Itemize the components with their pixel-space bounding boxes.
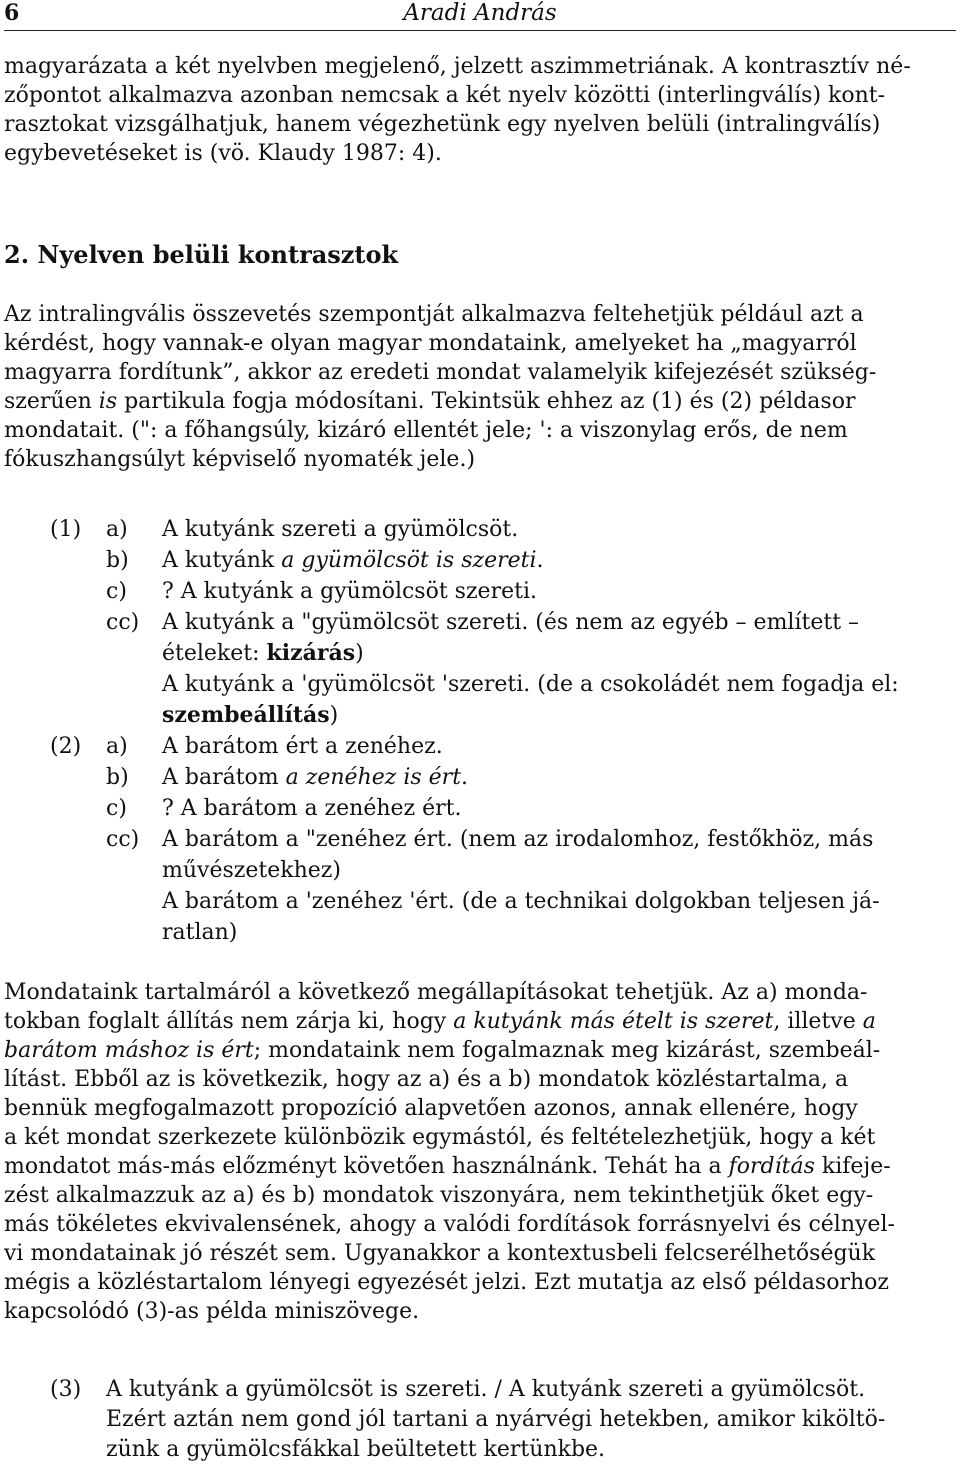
text-span: ) (329, 703, 339, 728)
running-header (4, 0, 956, 31)
text-line: a két mondat szerkezete különbözik egymástól, és feltételezhetjük, hogy a két (4, 1125, 876, 1150)
italic-span: a gyümölcsöt is szereti (281, 548, 537, 573)
text-line: fókuszhangsúlyt képviselő nyomaték jele.) (4, 447, 476, 472)
example-number: (2) (50, 734, 82, 759)
text-line: kérdést, hogy vannak-e olyan magyar mondataink, amelyeket ha „magyarról (4, 331, 857, 356)
text-line: mégis a közléstartalom lényegi egyezését jelzi. Ezt mutatja az első példasorhoz (4, 1270, 889, 1295)
text-line: kapcsolódó (3)-as példa miniszövege. (4, 1299, 420, 1324)
text-span: szerűen (4, 389, 99, 414)
example-label: cc) (106, 610, 140, 635)
text-line (4, 1007, 956, 1036)
text-span: A barátom (162, 765, 286, 790)
example-sentence: A barátom a "zenéhez ért. (nem az irodalomhoz, festőkhöz, más (162, 827, 874, 852)
text-span: . (536, 548, 544, 573)
example-sentence: ? A kutyánk a gyümölcsöt szereti. (162, 579, 537, 604)
text-span: tokban foglalt állítás nem zárja ki, hogy (4, 1009, 454, 1034)
example-sentence: művészetekhez) (162, 858, 341, 883)
italic-span: a (862, 1009, 876, 1034)
example-sentence (162, 546, 544, 575)
text-span: mondatot más-más előzményt követően használnánk. Tehát ha a (4, 1154, 729, 1179)
example-sentence: A barátom a 'zenéhez 'ért. (de a technikai dolgokban teljesen já- (162, 889, 880, 914)
text-line: Mondataink tartalmáról a következő megállapításokat tehetjük. Az a) monda- (4, 980, 868, 1005)
text-span: , illetve (773, 1009, 863, 1034)
example-sentence: A kutyánk szereti a gyümölcsöt. (162, 517, 519, 542)
text-line: bennük megfogalmazott propozíció alapvetően azonos, annak ellenére, hogy (4, 1096, 858, 1121)
text-line (4, 387, 956, 416)
example-sentence (162, 763, 468, 792)
body-paragraph-2 (4, 978, 956, 1326)
text-span: A kutyánk (162, 548, 282, 573)
text-line (4, 1036, 956, 1065)
example-label: c) (106, 796, 127, 821)
text-line: zőpontot alkalmazva azonban nemcsak a két nyelv közötti (interlingválís) kont- (4, 83, 886, 108)
example-sentence: zünk a gyümölcsfákkal beültetett kertünkbe. (106, 1437, 606, 1462)
italic-span: barátom máshoz is ért (4, 1038, 254, 1063)
text-span: ételeket: (162, 641, 267, 666)
bold-span: kizárás (266, 640, 356, 666)
text-line: zést alkalmazzuk az a) és b) mondatok viszonyára, nem tekinthetjük őket egy- (4, 1183, 874, 1208)
text-line: rasztokat vizsgálhatjuk, hanem végezhetünk egy nyelven belüli (intralingválís) (4, 112, 881, 137)
example-number: (3) (50, 1377, 82, 1402)
italic-span: a kutyánk más ételt is szeret (453, 1009, 774, 1034)
section-heading: 2. Nyelven belüli kontrasztok (4, 240, 399, 269)
italic-span: a zenéhez is ért (285, 765, 462, 790)
example-label: cc) (106, 827, 140, 852)
italic-span: is (98, 389, 118, 414)
text-span: partikula fogja módosítani. Tekintsük ehhez az (1) és (2) példasor (117, 389, 856, 414)
example-label: b) (106, 765, 129, 790)
text-span: ) (355, 641, 364, 666)
text-span: ; mondataink nem fogalmaznak meg kizárást, szembeál- (253, 1038, 881, 1063)
example-number: (1) (50, 517, 82, 542)
example-sentence: ? A barátom a zenéhez ért. (162, 796, 462, 821)
example-sentence: Ezért aztán nem gond jól tartani a nyárvégi hetekben, amikor kiköltö- (106, 1407, 886, 1432)
text-line: más tökéletes ekvivalensének, ahogy a valódi fordítások forrásnyelvi és célnyel- (4, 1212, 895, 1237)
example-label: a) (106, 517, 128, 542)
example-sentence (162, 639, 364, 668)
text-line: Az intralingvális összevetés szempontját alkalmazva feltehetjük például azt a (4, 302, 864, 327)
example-sentence: A barátom ért a zenéhez. (162, 734, 443, 759)
example-label: c) (106, 579, 127, 604)
intro-paragraph (4, 52, 956, 168)
example-sentence: A kutyánk a "gyümölcsöt szereti. (és nem az egyéb – említett – (162, 610, 860, 635)
example-label: b) (106, 548, 129, 573)
text-span: . (461, 765, 469, 790)
text-line: lítást. Ebből az is következik, hogy az a) és a b) mondatok közléstartalma, a (4, 1067, 849, 1092)
example-label: a) (106, 734, 128, 759)
text-line: egybevetéseket is (vö. Klaudy 1987: 4). (4, 141, 442, 166)
example-sentence: A kutyánk a 'gyümölcsöt 'szereti. (de a csokoládét nem fogadja el: (162, 672, 899, 697)
text-line: mondatait. (": a főhangsúly, kizáró ellentét jele; ': a viszonylag erős, de nem (4, 418, 848, 443)
text-line (4, 1152, 956, 1181)
body-paragraph-1 (4, 300, 956, 474)
running-author: Aradi András (403, 0, 557, 26)
example-sentence: ratlan) (162, 920, 238, 945)
text-line: magyarra fordítunk”, akkor az eredeti mondat valamelyik kifejezését szükség- (4, 360, 877, 385)
text-line: magyarázata a két nyelvben megjelenő, jelzett aszimmetriának. A kontrasztív né- (4, 54, 911, 79)
bold-span: szembeállítás (162, 702, 330, 728)
example-sentence (162, 701, 338, 730)
text-line: vi mondatainak jó részét sem. Ugyanakkor a kontextusbeli felcserélhetőségük (4, 1241, 876, 1266)
text-span: kifeje- (814, 1154, 891, 1179)
italic-span: fordítás (728, 1154, 815, 1179)
example-sentence: A kutyánk a gyümölcsöt is szereti. / A kutyánk szereti a gyümölcsöt. (106, 1377, 866, 1402)
page-number: 6 (4, 0, 20, 26)
